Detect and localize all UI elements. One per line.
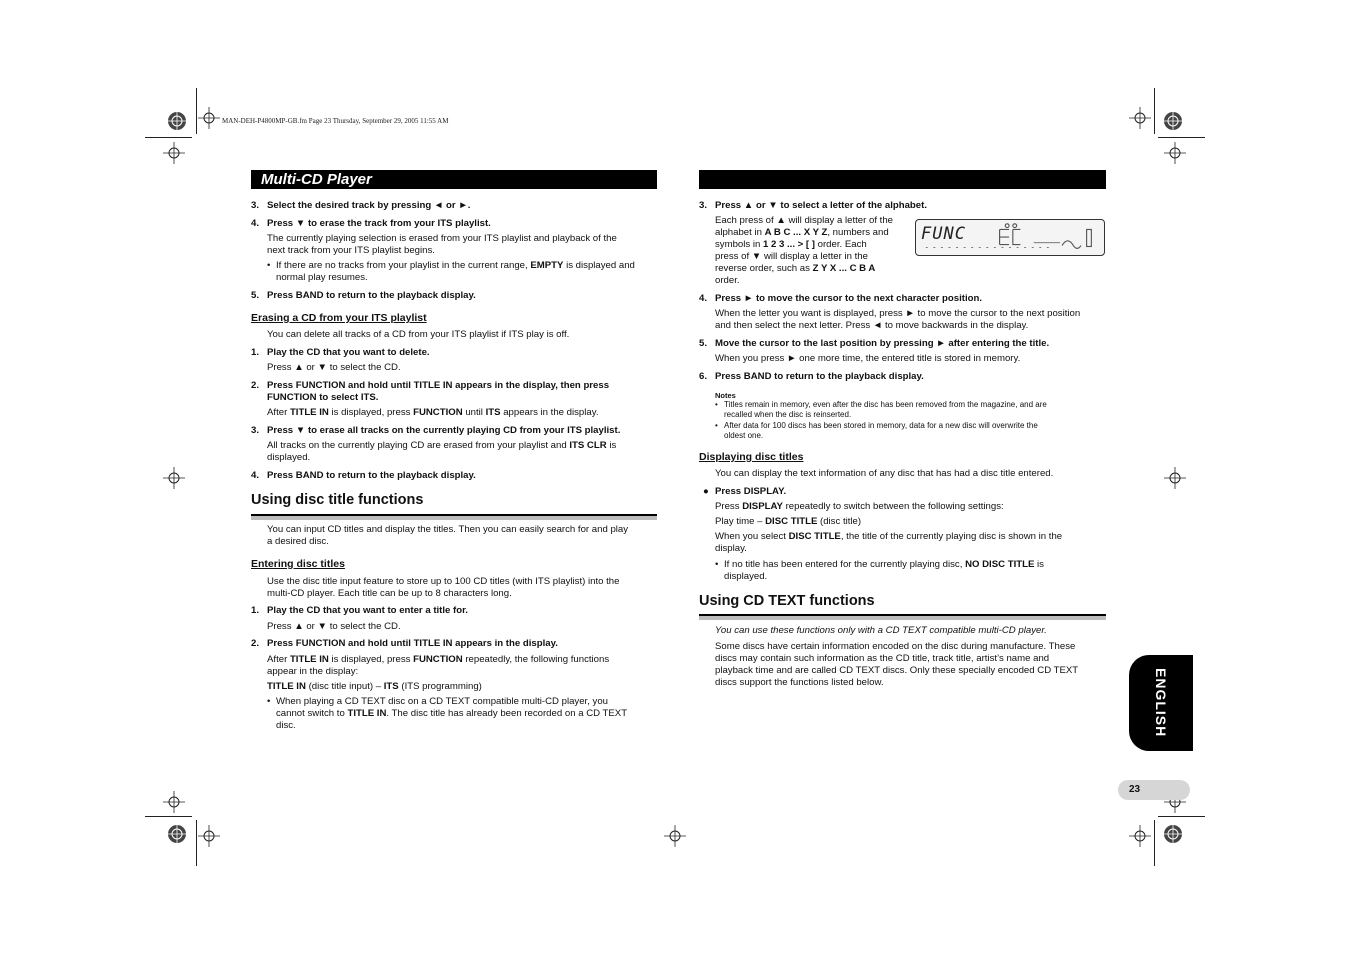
italic-note: You can use these functions only with a CD TEXT compatible multi-CD player.	[715, 625, 1047, 636]
bullet: •	[267, 696, 271, 707]
section-title: Using CD TEXT functions	[699, 593, 875, 609]
bullet-dot: ●	[703, 486, 709, 497]
crosshair-icon	[1164, 142, 1186, 164]
text-run: alphabet in	[715, 227, 765, 238]
text-run: (disc title input) –	[305, 681, 384, 692]
subsection-title: Entering disc titles	[251, 558, 345, 570]
text-run: reverse order, such as	[715, 263, 813, 274]
crop-line	[1158, 137, 1205, 138]
text-run: ITS CLR	[569, 440, 607, 451]
text-run: TITLE IN	[289, 407, 329, 418]
body-text: Press ▲ or ▼ to select the CD.	[267, 621, 401, 632]
text-run: TITLE IN	[289, 654, 329, 665]
step-text: Press FUNCTION and hold until TITLE IN appears in the display, then press	[267, 380, 610, 391]
step-number: 4.	[251, 470, 260, 481]
section-rule	[699, 614, 1106, 620]
note-text: After data for 100 discs has been stored in memory, data for a new disc will overwrite the	[724, 421, 1038, 430]
step-number: 1.	[251, 347, 260, 358]
text-run: appears in the display.	[500, 407, 599, 418]
step-text: Press ▼ to erase all tracks on the currently playing CD from your ITS playlist.	[267, 425, 621, 436]
step-text: Select the desired track by pressing ◄ or ►.	[267, 200, 471, 211]
bullet-text: When playing a CD TEXT disc on a CD TEXT compatible multi-CD player, you	[276, 696, 609, 707]
body-text	[715, 516, 861, 528]
body-text	[267, 681, 482, 693]
lcd-segments-icon	[916, 220, 1104, 255]
text-run: DISC TITLE	[788, 531, 841, 542]
body-text: and then select the next letter. Press ◄ to move backwards in the display.	[715, 320, 1029, 331]
text-run: symbols in	[715, 239, 763, 250]
crop-line	[1154, 820, 1155, 866]
step-text: Press BAND to return to the playback display.	[267, 470, 476, 481]
bullet: •	[267, 260, 271, 271]
text-run: , numbers and	[827, 227, 889, 238]
section-title: Using disc title functions	[251, 492, 424, 508]
bullet: •	[715, 400, 718, 409]
note-text: Titles remain in memory, even after the disc has been removed from the magazine, and are	[724, 400, 1047, 409]
body-text	[715, 263, 875, 275]
body-text: Use the disc title input feature to store up to 100 CD titles (with ITS playlist) into the	[267, 576, 620, 587]
body-text	[715, 239, 867, 251]
body-text: discs support the functions listed below.	[715, 677, 884, 688]
language-tab-label: ENGLISH	[1153, 668, 1169, 738]
text-run: Z Y X ... C B A	[812, 263, 876, 274]
bullet-text: disc.	[276, 720, 296, 731]
registration-mark-icon	[166, 823, 188, 845]
text-run: All tracks on the currently playing CD are erased from your playlist and	[267, 440, 570, 451]
crosshair-icon	[163, 791, 185, 813]
step-text: Press ▲ or ▼ to select a letter of the alphabet.	[715, 200, 927, 211]
body-text: next track from your ITS playlist begins.	[267, 245, 435, 256]
body-text: When you press ► one more time, the entered title is stored in memory.	[715, 353, 1021, 364]
text-run: Press	[715, 501, 743, 512]
crosshair-icon	[664, 825, 686, 847]
body-text	[267, 440, 616, 452]
text-run: . The disc title has already been recorded on a CD TEXT	[386, 708, 628, 719]
note-text: oldest one.	[724, 431, 764, 440]
step-number: 2.	[251, 380, 260, 391]
step-text: Press DISPLAY.	[715, 486, 787, 497]
body-text: Press ▲ or ▼ to select the CD.	[267, 362, 401, 373]
crosshair-icon	[1129, 825, 1151, 847]
body-text: displayed.	[267, 452, 311, 463]
crosshair-icon	[163, 142, 185, 164]
body-text: Some discs have certain information encoded on the disc during manufacture. These	[715, 641, 1076, 652]
notes-heading: Notes	[715, 391, 736, 400]
body-text	[715, 531, 1062, 543]
step-number: 2.	[251, 638, 260, 649]
step-text: Press ► to move the cursor to the next character position.	[715, 293, 982, 304]
text-run: order. Each	[814, 239, 867, 250]
step-number: 5.	[699, 338, 708, 349]
text-run: , the title of the currently playing disc is shown in the	[840, 531, 1063, 542]
section-rule	[251, 514, 657, 520]
body-text: You can delete all tracks of a CD from your ITS playlist if ITS play is off.	[267, 329, 570, 340]
text-run: If there are no tracks from your playlist in the current range,	[276, 260, 531, 271]
text-run: When you select	[715, 531, 789, 542]
registration-mark-icon	[166, 110, 188, 132]
crosshair-icon	[198, 107, 220, 129]
body-text: display.	[715, 543, 747, 554]
body-text: press of ▼ will display a letter in the	[715, 251, 868, 262]
step-number: 3.	[251, 425, 260, 436]
text-run: 1 2 3 ... > [ ]	[762, 239, 815, 250]
text-run: ITS	[485, 407, 501, 418]
body-text: Each press of ▲ will display a letter of the	[715, 215, 893, 226]
step-number: 1.	[251, 605, 260, 616]
step-text: Play the CD that you want to delete.	[267, 347, 430, 358]
text-run: repeatedly to switch between the following settings:	[782, 501, 1004, 512]
left-column	[251, 0, 657, 954]
step-number: 5.	[251, 290, 260, 301]
text-run: TITLE IN	[347, 708, 387, 719]
body-text: appear in the display:	[267, 666, 359, 677]
bullet-text	[276, 708, 627, 720]
step-text: Press BAND to return to the playback display.	[715, 371, 924, 382]
bullet-text	[276, 260, 635, 272]
step-text: Press BAND to return to the playback display.	[267, 290, 476, 301]
crosshair-icon	[1129, 107, 1151, 129]
text-run: is	[1034, 559, 1044, 570]
body-text: When the letter you want is displayed, press ► to move the cursor to the next position	[715, 308, 1081, 319]
text-run: EMPTY	[530, 260, 564, 271]
text-run: (ITS programming)	[398, 681, 482, 692]
text-run: After	[267, 654, 290, 665]
crosshair-icon	[198, 825, 220, 847]
body-text: playback time and are called CD TEXT discs. Only these specially encoded CD TEXT	[715, 665, 1079, 676]
registration-mark-icon	[1162, 110, 1184, 132]
subsection-title: Displaying disc titles	[699, 451, 804, 463]
text-run: is displayed, press	[328, 407, 414, 418]
body-text: You can input CD titles and display the titles. Then you can easily search for and play	[267, 524, 629, 535]
bullet-text	[724, 559, 1044, 571]
crop-line	[1158, 816, 1205, 817]
body-text: The currently playing selection is erased from your ITS playlist and playback of the	[267, 233, 617, 244]
step-text: FUNCTION to select ITS.	[267, 392, 379, 403]
crop-line	[1154, 88, 1155, 134]
bullet: •	[715, 559, 719, 570]
step-number: 3.	[699, 200, 708, 211]
text-run: NO DISC TITLE	[965, 559, 1035, 570]
subsection-title: Erasing a CD from your ITS playlist	[251, 312, 427, 324]
text-run: (disc title)	[817, 516, 862, 527]
text-run: is displayed, press	[328, 654, 414, 665]
step-text: Move the cursor to the last position by pressing ► after entering the title.	[715, 338, 1050, 349]
bullet-text: normal play resumes.	[276, 272, 368, 283]
text-run: is displayed and	[563, 260, 635, 271]
crop-line	[196, 820, 197, 866]
text-run: cannot switch to	[276, 708, 348, 719]
lcd-display-illustration	[915, 219, 1105, 256]
body-text	[267, 407, 598, 419]
page-header-title: Multi-CD Player	[261, 171, 372, 188]
body-text: order.	[715, 275, 740, 286]
lcd-text: FUNC	[921, 224, 966, 244]
crop-line	[145, 816, 192, 817]
text-run: FUNCTION	[413, 407, 463, 418]
step-text: Press ▼ to erase the track from your ITS playlist.	[267, 218, 491, 229]
text-run: After	[267, 407, 290, 418]
step-number: 3.	[251, 200, 260, 211]
text-run: TITLE IN	[267, 681, 306, 692]
crop-line	[145, 137, 192, 138]
note-text: recalled when the disc is reinserted.	[724, 410, 852, 419]
crosshair-icon	[163, 467, 185, 489]
body-text: a desired disc.	[267, 536, 329, 547]
text-run: If no title has been entered for the currently playing disc,	[724, 559, 966, 570]
text-run: FUNCTION	[413, 654, 463, 665]
text-run: repeatedly, the following functions	[462, 654, 610, 665]
crop-line	[196, 88, 197, 134]
text-run: DISC TITLE	[765, 516, 818, 527]
text-run: ITS	[383, 681, 399, 692]
right-column	[699, 0, 1106, 954]
body-text: discs may contain such information as the CD title, track title, artist’s name and	[715, 653, 1050, 664]
step-number: 4.	[699, 293, 708, 304]
step-number: 6.	[699, 371, 708, 382]
bullet-text: displayed.	[724, 571, 768, 582]
bullet: •	[715, 421, 718, 430]
text-run: DISPLAY	[742, 501, 783, 512]
text-run: until	[462, 407, 486, 418]
body-text	[715, 501, 1004, 513]
body-text: multi-CD player. Each title can be up to 8 characters long.	[267, 588, 512, 599]
step-number: 4.	[251, 218, 260, 229]
text-run: Play time –	[715, 516, 766, 527]
step-text: Press FUNCTION and hold until TITLE IN appears in the display.	[267, 638, 558, 649]
text-run: A B C ... X Y Z	[764, 227, 828, 238]
body-text: You can display the text information of any disc that has had a disc title entered.	[715, 468, 1054, 479]
crosshair-icon	[1164, 467, 1186, 489]
body-text	[715, 227, 889, 239]
registration-mark-icon	[1162, 823, 1184, 845]
step-text: Play the CD that you want to enter a title for.	[267, 605, 468, 616]
page-number: 23	[1118, 780, 1190, 800]
body-text	[267, 654, 609, 666]
file-info: MAN-DEH-P4800MP-GB.fm Page 23 Thursday, September 29, 2005 11:55 AM	[222, 117, 449, 125]
text-run: is	[606, 440, 617, 451]
